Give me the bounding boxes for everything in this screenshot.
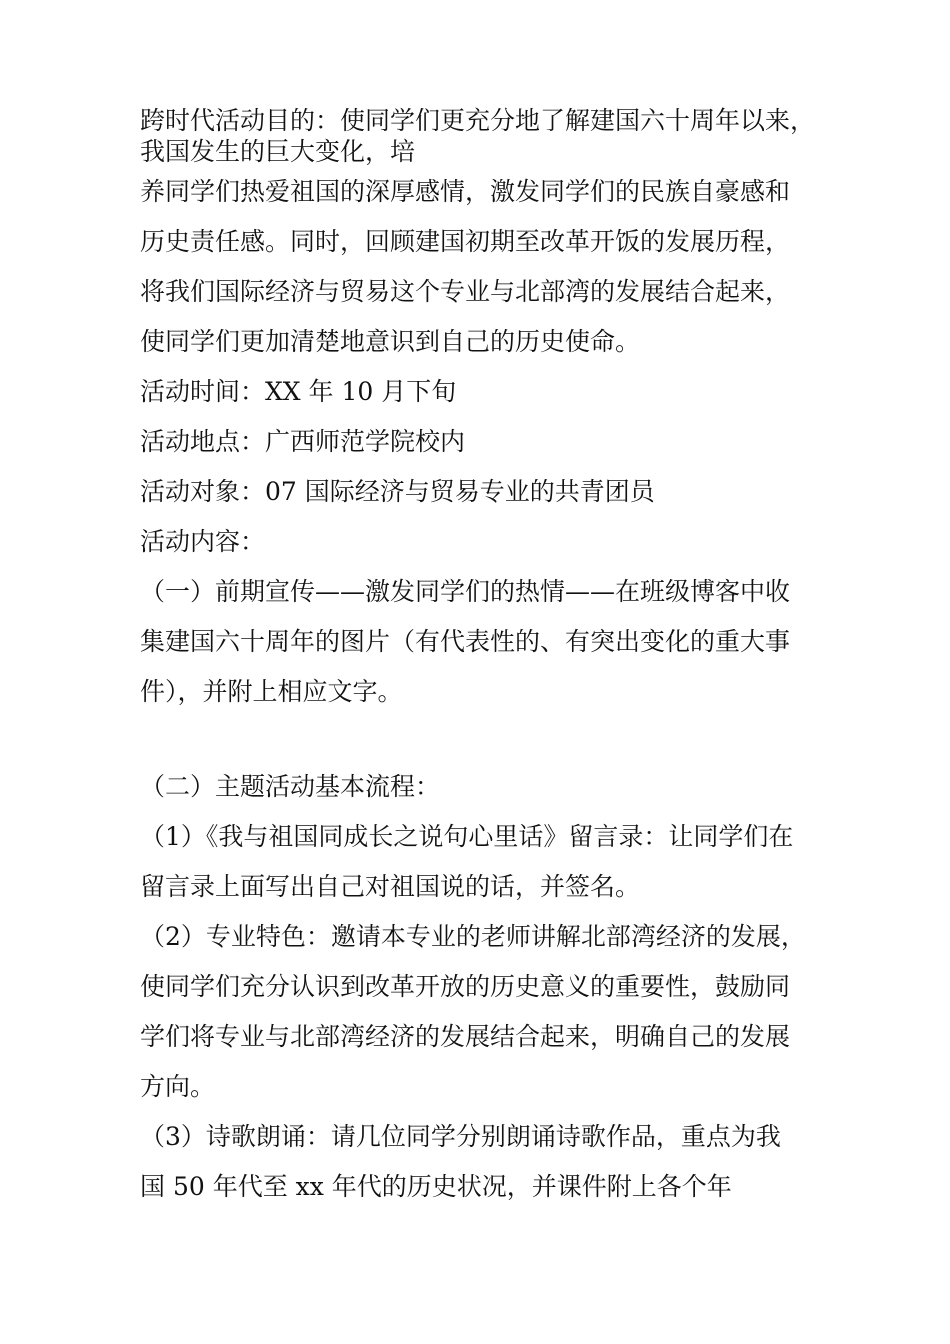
text-line: 将我们国际经济与贸易这个专业与北部湾的发展结合起来， (140, 277, 791, 306)
text-line: 我国发生的巨大变化，培 (140, 137, 416, 166)
activity-target: 活动对象：07 国际经济与贸易专业的共青团员 (140, 477, 655, 506)
text-line: 国 50 年代至 xx 年代的历史状况，并课件附上各个年 (140, 1172, 732, 1201)
text-line: 件），并附上相应文字。 (140, 677, 403, 706)
text-line: 历史责任感。同时，回顾建国初期至改革开饭的发展历程， (140, 227, 791, 256)
text-line: 养同学们热爱祖国的深厚感情，激发同学们的民族自豪感和 (140, 177, 791, 206)
text-line: （2）专业特色：邀请本专业的老师讲解北部湾经济的发展， (140, 922, 806, 951)
text-line: （3）诗歌朗诵：请几位同学分别朗诵诗歌作品，重点为我 (140, 1122, 781, 1151)
text-line: 集建国六十周年的图片（有代表性的、有突出变化的重大事 (140, 627, 791, 656)
text-line: 使同学们更加清楚地意识到自己的历史使命。 (140, 327, 641, 356)
text-line: 留言录上面写出自己对祖国说的话，并签名。 (140, 872, 641, 901)
text-line: 跨时代活动目的：使同学们更充分地了解建国六十周年以来， (140, 106, 816, 135)
section-heading: （二）主题活动基本流程： (140, 772, 441, 801)
text-line: （1）《我与祖国同成长之说句心里话》留言录：让同学们在 (140, 822, 794, 851)
activity-time: 活动时间：XX 年 10 月下旬 (140, 377, 457, 406)
activity-content-heading: 活动内容： (140, 527, 266, 556)
text-line: 使同学们充分认识到改革开放的历史意义的重要性，鼓励同 (140, 972, 791, 1001)
text-line: （一）前期宣传——激发同学们的热情——在班级博客中收 (140, 577, 791, 606)
text-line: 方向。 (140, 1072, 216, 1101)
activity-location: 活动地点：广西师范学院校内 (140, 427, 466, 456)
text-line: 学们将专业与北部湾经济的发展结合起来，明确自己的发展 (140, 1022, 791, 1051)
